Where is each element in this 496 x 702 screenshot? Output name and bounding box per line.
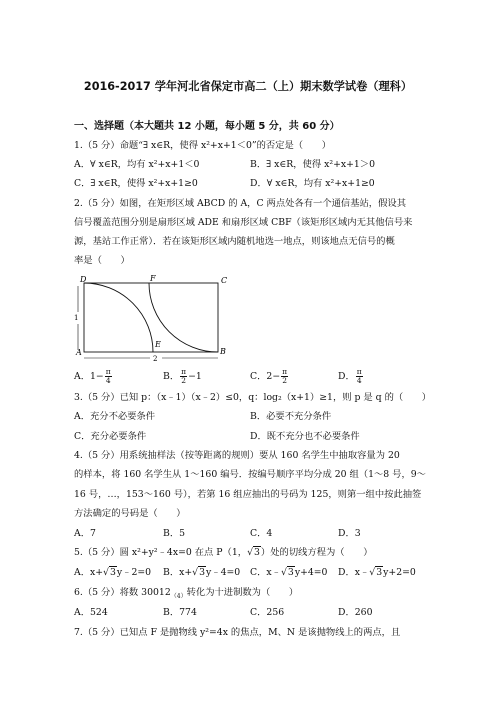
question-3-option-b: B．必要不充分条件 <box>250 411 332 422</box>
question-6-stem: 6.（5 分）将数 $30012_{(4)}$转化为十进制数为（ ） <box>74 587 299 600</box>
question-5-option-b: B．x+√3y﹣4=0 <box>163 567 241 578</box>
question-4-line-1: 4.（5 分）用系统抽样法（按等距离的规则）要从 160 名学生中抽取容量为 20 <box>74 450 400 461</box>
label-one: 1 <box>74 314 79 322</box>
question-5-option-d: D．x﹣√3y+2=0 <box>338 567 416 578</box>
question-3-option-c: C．充分必要条件 <box>74 431 147 442</box>
question-4-option-b: B．5 <box>163 528 186 539</box>
question-2-line-1: 2.（5 分）如图，在矩形区域 ABCD 的 A，C 两点处各有一个通信基站，假设其 <box>74 198 406 209</box>
question-2-option-a: A．1− $\frac{\pi}{4}$ <box>74 367 111 385</box>
question-5-option-c: C．x﹣√3y+4=0 <box>250 567 328 578</box>
label-d: D <box>80 275 87 284</box>
question-4-option-a: A．7 <box>74 528 96 539</box>
question-2-option-c: C．2− $\frac{\pi}{2}$ <box>250 367 288 385</box>
question-3-stem: 3.（5 分）已知 p：（x﹣1）（x﹣2）≤0，q：log₂（x+1）≥1，则 p 是 q 的（ ） <box>74 392 432 403</box>
question-1-stem: 1.（5 分）命题“∃ x∈R，使得 x²+x+1＜0”的否定是（ ） <box>74 140 331 151</box>
question-1-option-c: C．∃ x∈R，使得 x²+x+1≥0 <box>74 178 198 189</box>
question-1-option-a: A．∀ x∈R，均有 x²+x+1＜0 <box>74 159 200 170</box>
question-1-option-b: B．∃ x∈R，使得 x²+x+1＞0 <box>250 159 376 170</box>
section-heading: 一、选择题（本大题共 12 小题，每小题 5 分，共 60 分） <box>74 121 340 132</box>
question-2-option-d: D． $\frac{\pi}{4}$ <box>338 367 362 385</box>
question-1-option-d: D．∀ x∈R，均有 x²+x+1≥0 <box>250 178 375 189</box>
page-title: 2016-2017 学年河北省保定市高二（上）期末数学试卷（理科） <box>83 80 413 93</box>
question-3-option-d: D．既不充分也不必要条件 <box>250 431 360 442</box>
question-4-line-3: 16 号，…，153～160 号），若第 16 组应抽出的号码为 125，则第一组中按此抽签 <box>74 489 422 500</box>
question-3-option-a: A．充分不必要条件 <box>74 411 156 422</box>
question-4-option-d: D．3 <box>338 528 361 539</box>
question-6-option-c: C．256 <box>250 607 285 618</box>
question-6-option-d: D．260 <box>338 607 373 618</box>
question-2-line-4: 率是（ ） <box>74 255 130 266</box>
question-4-line-4: 方法确定的号码是（ ） <box>74 508 186 519</box>
label-c: C <box>221 276 228 285</box>
question-5-stem: 5.（5 分）圆 x²+y²﹣4x=0 在点 P（1，√3）处的切线方程为（ ） <box>74 547 373 558</box>
question-2-line-2: 信号覆盖范围分别是扇形区域 ADE 和扇形区域 CBF（该矩形区域内无其他信号来 <box>74 217 413 228</box>
question-4-option-c: C．4 <box>250 528 273 539</box>
question-6-option-b: B．774 <box>163 607 197 618</box>
label-e: E <box>155 340 161 349</box>
question-7-stem: 7.（5 分）已知点 F 是抛物线 y²=4x 的焦点，M、N 是该抛物线上的两点，且 <box>74 627 401 638</box>
question-6-option-a: A．524 <box>74 607 108 618</box>
question-5-option-a: A．x+√3y﹣2=0 <box>74 567 152 578</box>
label-two: 2 <box>153 355 158 363</box>
label-a: A <box>76 348 82 357</box>
question-2-line-3: 源，基站工作正常）．若在该矩形区域内随机地选一地点，则该地点无信号的概 <box>74 236 395 247</box>
question-2-option-b: B． $\frac{\pi}{2}$ −1 <box>163 367 202 385</box>
question-4-line-2: 的样本，将 160 名学生从 1～160 编号．按编号顺序平均分成 20 组（1～8 号，9～ <box>74 469 426 480</box>
rectangle-figure <box>72 272 242 364</box>
label-b: B <box>220 347 226 356</box>
label-f: F <box>150 274 156 283</box>
